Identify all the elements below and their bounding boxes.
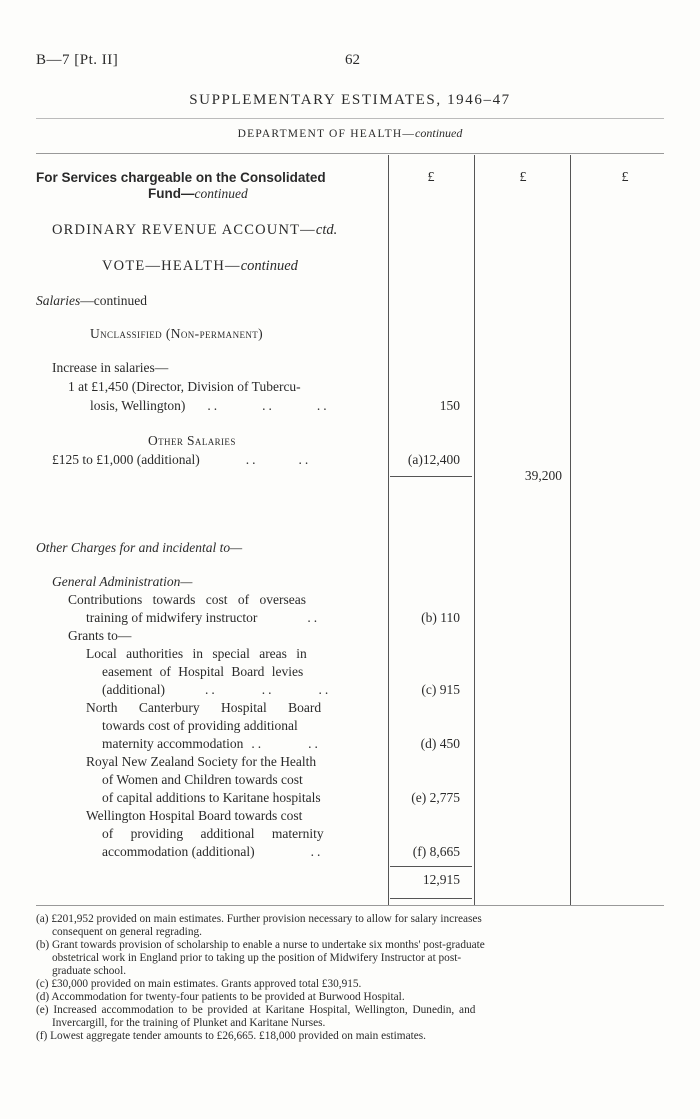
north-canterbury-line-3: maternity accommodation .. .. [102,736,321,751]
wellington-line-3: accommodation (additional) .. [102,844,324,859]
section-heading: For Services chargeable on the Consolidated [36,170,326,185]
currency-header-1: £ [427,170,435,185]
currency-header-2: £ [519,170,527,185]
contributions-line-1: Contributions towards cost of overseas [68,592,306,607]
charges-total: 12,915 [422,872,460,887]
royal-nz-society-line-1: Royal New Zealand Society for the Health [86,754,317,769]
column-divider-2 [474,155,475,905]
page-number: 62 [345,52,360,68]
other-salaries-heading: Other Salaries [148,433,236,448]
director-amount: 150 [439,398,460,413]
footnote-b-cont-2: graduate school. [52,965,127,977]
north-canterbury-amount: (d) 450 [420,736,460,751]
page-title: SUPPLEMENTARY ESTIMATES, 1946–47 [189,92,511,108]
general-admin-heading: General Administration— [52,574,193,589]
footnote-e-cont: Invercargill, for the training of Plunket and Karitane Nurses. [52,1017,326,1029]
charges-total-bottom-rule [390,898,472,899]
footnote-c: (c) £30,000 provided on main estimates. Grants approved total £30,915. [36,978,362,990]
department-heading: DEPARTMENT OF HEALTH—continued [237,126,463,140]
footnote-a: (a) £201,952 provided on main estimates. Further provision necessary to allow for salary increases [36,913,482,925]
column-divider-1 [388,155,389,905]
document-reference: B—7 [Pt. II] [36,52,119,68]
footnote-f: (f) Lowest aggregate tender amounts to £26,665. £18,000 provided on main estimates. [36,1030,426,1042]
wellington-amount: (f) 8,665 [412,844,460,859]
increase-label: Increase in salaries— [52,360,169,375]
column-divider-3 [570,155,571,905]
royal-nz-society-amount: (e) 2,775 [411,790,460,805]
salary-range-amount: (a)12,400 [407,452,460,467]
other-charges-heading: Other Charges for and incidental to— [36,540,243,555]
section-heading-cont: Fund—continued [148,186,248,201]
account-heading: ORDINARY REVENUE ACCOUNT—ctd. [52,222,338,238]
grants-to-heading: Grants to— [68,628,132,643]
north-canterbury-line-1: North Canterbury Hospital Board [86,700,322,715]
salaries-subtotal-rule [390,476,472,477]
footnote-e: (e) Increased accommodation to be provided at Karitane Hospital, Wellington, Dunedin, and [36,1004,476,1016]
salaries-heading: Salaries—continued [36,293,148,308]
footnote-d: (d) Accommodation for twenty-four patients to be provided at Burwood Hospital. [36,991,405,1003]
local-authorities-amount: (c) 915 [421,682,460,697]
royal-nz-society-line-3: of capital additions to Karitane hospitals [102,790,321,805]
unclassified-heading: Unclassified (Non-permanent) [90,326,264,341]
footnote-rule [36,905,664,906]
footnote-b: (b) Grant towards provision of scholarship to enable a nurse to undertake six months' post-graduate [36,939,485,951]
local-authorities-line-2: easement of Hospital Board levies [102,664,304,679]
contributions-line-2: training of midwifery instructor .. [86,610,321,625]
vote-heading: VOTE—HEALTH—continued [102,258,298,274]
local-authorities-line-1: Local authorities in special areas in [86,646,307,661]
salary-range-label: £125 to £1,000 (additional) .. .. [52,452,312,467]
wellington-line-2: of providing additional maternity [102,826,324,841]
footnote-b-cont-1: obstetrical work in England prior to taking up the position of Midwifery Instructor at post- [52,952,462,964]
currency-header-3: £ [621,170,629,185]
contributions-amount: (b) 110 [421,610,460,625]
north-canterbury-line-2: towards cost of providing additional [102,718,298,733]
director-line-1: 1 at £1,450 (Director, Division of Tubercu- [68,379,301,394]
title-rule [36,118,664,119]
wellington-line-1: Wellington Hospital Board towards cost [86,808,303,823]
footnote-a-cont: consequent on general regrading. [52,926,202,938]
charges-total-rule [390,866,472,867]
royal-nz-society-line-2: of Women and Children towards cost [102,772,303,787]
salaries-subtotal: 39,200 [524,468,562,483]
director-line-2: losis, Wellington) .. .. .. [90,398,330,413]
department-rule [36,153,664,154]
local-authorities-line-3: (additional) .. .. .. [102,682,332,697]
